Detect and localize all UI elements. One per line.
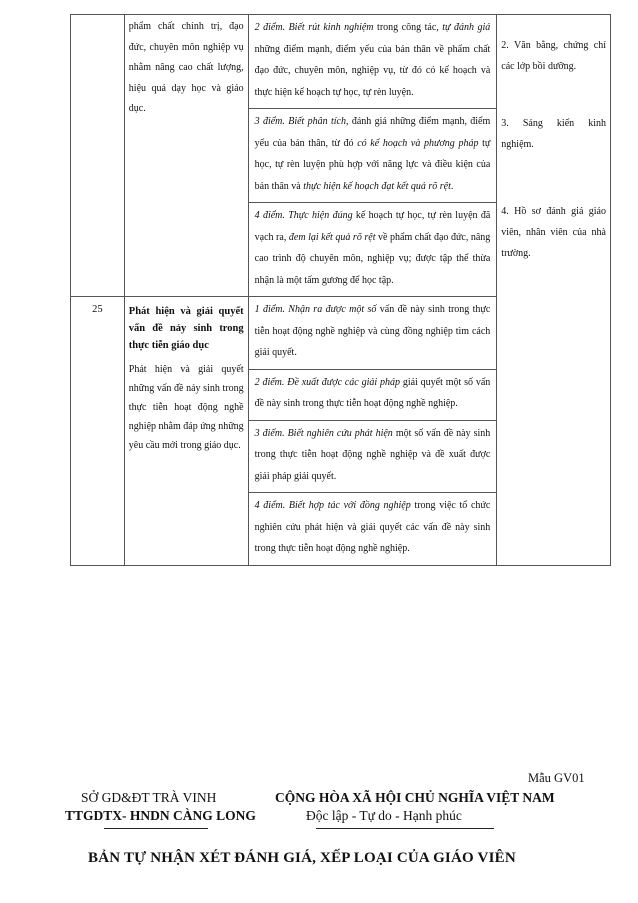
row-number-cell <box>71 15 125 297</box>
evidence-item: 4. Hồ sơ đánh giá giáo viên, nhân viên của nhà trường. <box>501 206 606 259</box>
evidence-item: 3. Sáng kiến kinh nghiệm. <box>501 118 606 150</box>
evidence-cell <box>497 15 611 566</box>
row-number-cell: 25 <box>71 297 125 566</box>
level-item: 3 điểm. Biết phân tích, đánh giá những điểm mạnh, điểm yếu của bản thân, từ đó có kế hoạch và phương pháp tự học, tự rèn luyện phù hợp với năng lực và điều kiện của bản thân và thực hiện kế hoạch đạt kết quả rõ rệt. <box>249 108 497 202</box>
level-item: 3 điểm. Biết nghiên cứu phát hiện một số vấn đề này sinh trong thực tiễn hoạt động nghề nghiệp và đề xuất được giải pháp giải quyết. <box>249 420 497 493</box>
criterion-cell <box>124 15 248 297</box>
table-row <box>71 15 611 297</box>
level-item: 2 điểm. Đề xuất được các giải pháp giải quyết một số vấn đề này sinh trong thực tiễn hoạt động nghề nghiệp. <box>249 369 497 420</box>
criterion-title: Phát hiện và giải quyết vấn đề nảy sinh trong thực tiễn giáo dục <box>128 306 244 351</box>
center-name: TTGDTX- HNDN CÀNG LONG <box>65 808 256 823</box>
criteria-table <box>70 14 611 566</box>
criterion-cell <box>124 297 248 566</box>
level-item: 4 điểm. Biết hợp tác với đồng nghiệp trong việc tổ chức nghiên cứu phát hiện và giải quyết các vấn đề này sinh trong thực tiễn hoạt động nghề nghiệp. <box>249 492 497 565</box>
department-name: SỞ GD&ĐT TRÀ VINH <box>81 790 217 805</box>
level-item: 2 điểm. Biết rút kinh nghiệm trong công tác, tự đánh giá những điểm mạnh, điểm yếu của bản thân về phẩm chất đạo đức, chuyên môn, nghiệp vụ, từ đó có kế hoạch và thực hiện kế hoạch tự học, tự rèn luyện. <box>254 22 491 98</box>
levels-cell <box>248 297 497 566</box>
level-item: 4 điểm. Thực hiện đúng kế hoạch tự học, tự rèn luyện đã vạch ra, đem lại kết quả rõ rệt về phẩm chất đạo đức, nâng cao trình độ chuyên môn, nghiệp vụ; được tập thể thừa nhận là một tấm gương để học tập. <box>249 202 497 296</box>
evidence-item: 2. Văn bằng, chứng chỉ các lớp bồi dưỡng. <box>501 40 606 72</box>
nation-name: CỘNG HÒA XÃ HỘI CHỦ NGHĨA VIỆT NAM <box>275 790 555 805</box>
page-title: BẢN TỰ NHẬN XÉT ĐÁNH GIÁ, XẾP LOẠI CỦA GIÁO VIÊN <box>88 850 516 866</box>
levels-cell <box>248 15 497 297</box>
motto: Độc lập - Tự do - Hạnh phúc <box>306 808 462 823</box>
form-code: Mẫu GV01 <box>528 771 585 785</box>
divider <box>104 828 208 829</box>
divider <box>316 828 494 829</box>
criterion-desc: Phát hiện và giải quyết những vấn đề nảy sinh trong thực tiễn hoạt động nghề nghiệp nhằm đáp ứng những yêu cầu mới trong giáo dục. <box>128 364 244 451</box>
level-item: 1 điểm. Nhận ra được một số vấn đề này sinh trong thực tiễn hoạt động nghề nghiệp và cùng đồng nghiệp tìm cách giải quyết. <box>254 304 491 358</box>
criterion-text: phẩm chất chính trị, đạo đức, chuyên môn nghiệp vụ nhằm nâng cao chất lượng, hiệu quả dạy học và giáo dục. <box>128 21 244 114</box>
